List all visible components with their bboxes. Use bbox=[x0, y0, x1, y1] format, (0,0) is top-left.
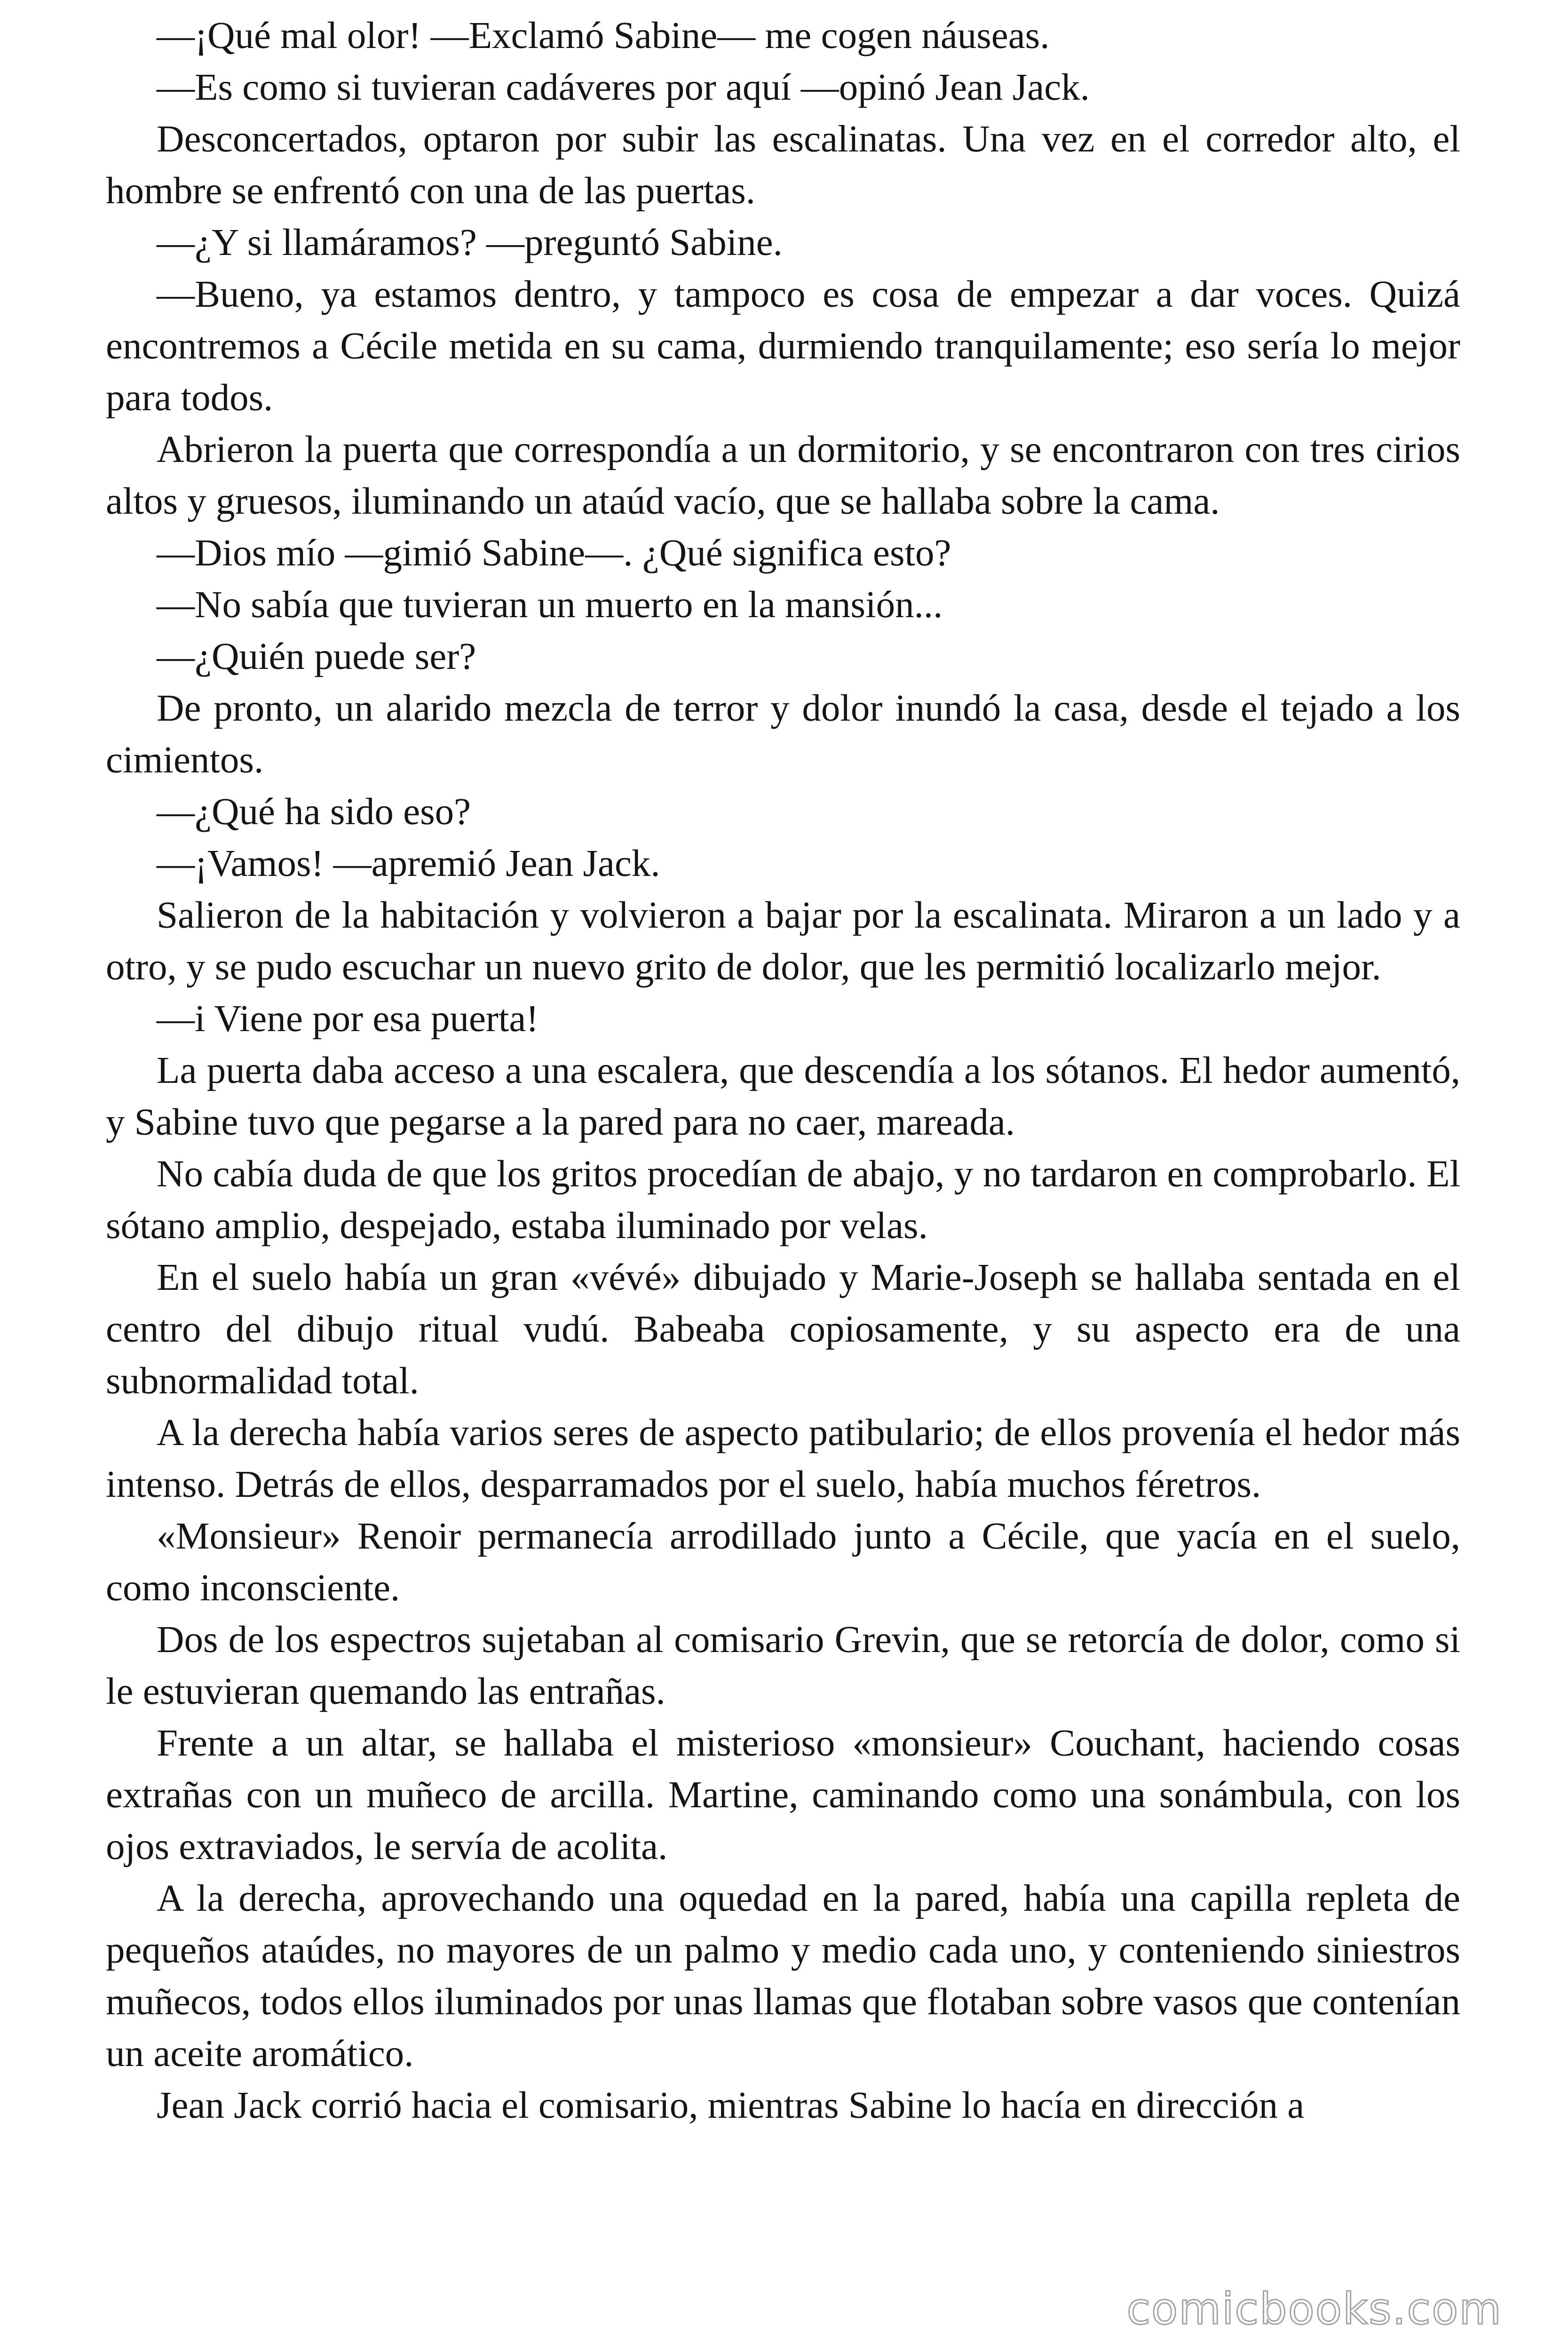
paragraph: Desconcertados, optaron por subir las escalinatas. Una vez en el corredor alto, el hombre se enfrentó con una de las puertas. bbox=[106, 118, 1460, 212]
paragraph: A la derecha, aprovechando una oquedad en la pared, había una capilla repleta de pequeños ataúdes, no mayores de un palmo y medio cada uno, y conteniendo siniestros muñecos, todos ellos iluminados por unas llamas que flotaban sobre vasos que contenían un aceite aromático. bbox=[106, 1877, 1460, 2074]
paragraph: Frente a un altar, se hallaba el misterioso «monsieur» Couchant, haciendo cosas extrañas con un muñeco de arcilla. Martine, caminando como una sonámbula, con los ojos extraviados, le servía de acolita. bbox=[106, 1722, 1460, 1867]
paragraph: De pronto, un alarido mezcla de terror y dolor inundó la casa, desde el tejado a los cimientos. bbox=[106, 687, 1460, 781]
paragraph: No cabía duda de que los gritos procedían de abajo, y no tardaron en comprobarlo. El sótano amplio, despejado, estaba iluminado por velas. bbox=[106, 1152, 1460, 1247]
paragraph: —¿Y si llamáramos? —preguntó Sabine. bbox=[157, 221, 783, 263]
paragraph: —Bueno, ya estamos dentro, y tampoco es cosa de empezar a dar voces. Quizá encontremos a Cécile metida en su cama, durmiendo tranquilamente; eso sería lo mejor para todos. bbox=[106, 273, 1460, 419]
paragraph: «Monsieur» Renoir permanecía arrodillado junto a Cécile, que yacía en el suelo, como inconsciente. bbox=[106, 1515, 1460, 1609]
paragraph: Dos de los espectros sujetaban al comisario Grevin, que se retorcía de dolor, como si le estuvieran quemando las entrañas. bbox=[106, 1618, 1460, 1712]
paragraph: A la derecha había varios seres de aspecto patibulario; de ellos provenía el hedor más intenso. Detrás de ellos, desparramados por el suelo, había muchos féretros. bbox=[106, 1411, 1460, 1505]
paragraph: —¡Vamos! —apremió Jean Jack. bbox=[157, 842, 660, 884]
paragraph: —Es como si tuvieran cadáveres por aquí —opinó Jean Jack. bbox=[157, 66, 1090, 108]
paragraph: Abrieron la puerta que correspondía a un dormitorio, y se encontraron con tres cirios altos y gruesos, iluminando un ataúd vacío, que se hallaba sobre la cama. bbox=[106, 428, 1460, 522]
paragraph: —Dios mío —gimió Sabine—. ¿Qué significa esto? bbox=[157, 532, 951, 574]
page-text-body bbox=[106, 9, 1460, 2131]
paragraph: —¡Qué mal olor! —Exclamó Sabine— me cogen náuseas. bbox=[157, 14, 1050, 56]
paragraph: —No sabía que tuvieran un muerto en la mansión... bbox=[157, 583, 943, 626]
paragraph: Salieron de la habitación y volvieron a bajar por la escalinata. Miraron a un lado y a otro, y se pudo escuchar un nuevo grito de dolor, que les permitió localizarlo mejor. bbox=[106, 894, 1460, 988]
paragraph: La puerta daba acceso a una escalera, que descendía a los sótanos. El hedor aumentó, y Sabine tuvo que pegarse a la pared para no caer, mareada. bbox=[106, 1049, 1460, 1143]
paragraph: Jean Jack corrió hacia el comisario, mientras Sabine lo hacía en dirección a bbox=[157, 2084, 1305, 2126]
paragraph: —i Viene por esa puerta! bbox=[157, 997, 539, 1040]
watermark: comicbooks.com bbox=[1126, 2284, 1502, 2334]
paragraph: —¿Quién puede ser? bbox=[157, 635, 476, 677]
paragraph: —¿Qué ha sido eso? bbox=[157, 790, 471, 833]
paragraph: En el suelo había un gran «vévé» dibujado y Marie-Joseph se hallaba sentada en el centro del dibujo ritual vudú. Babeaba copiosamente, y su aspecto era de una subnormalidad total. bbox=[106, 1256, 1460, 1402]
